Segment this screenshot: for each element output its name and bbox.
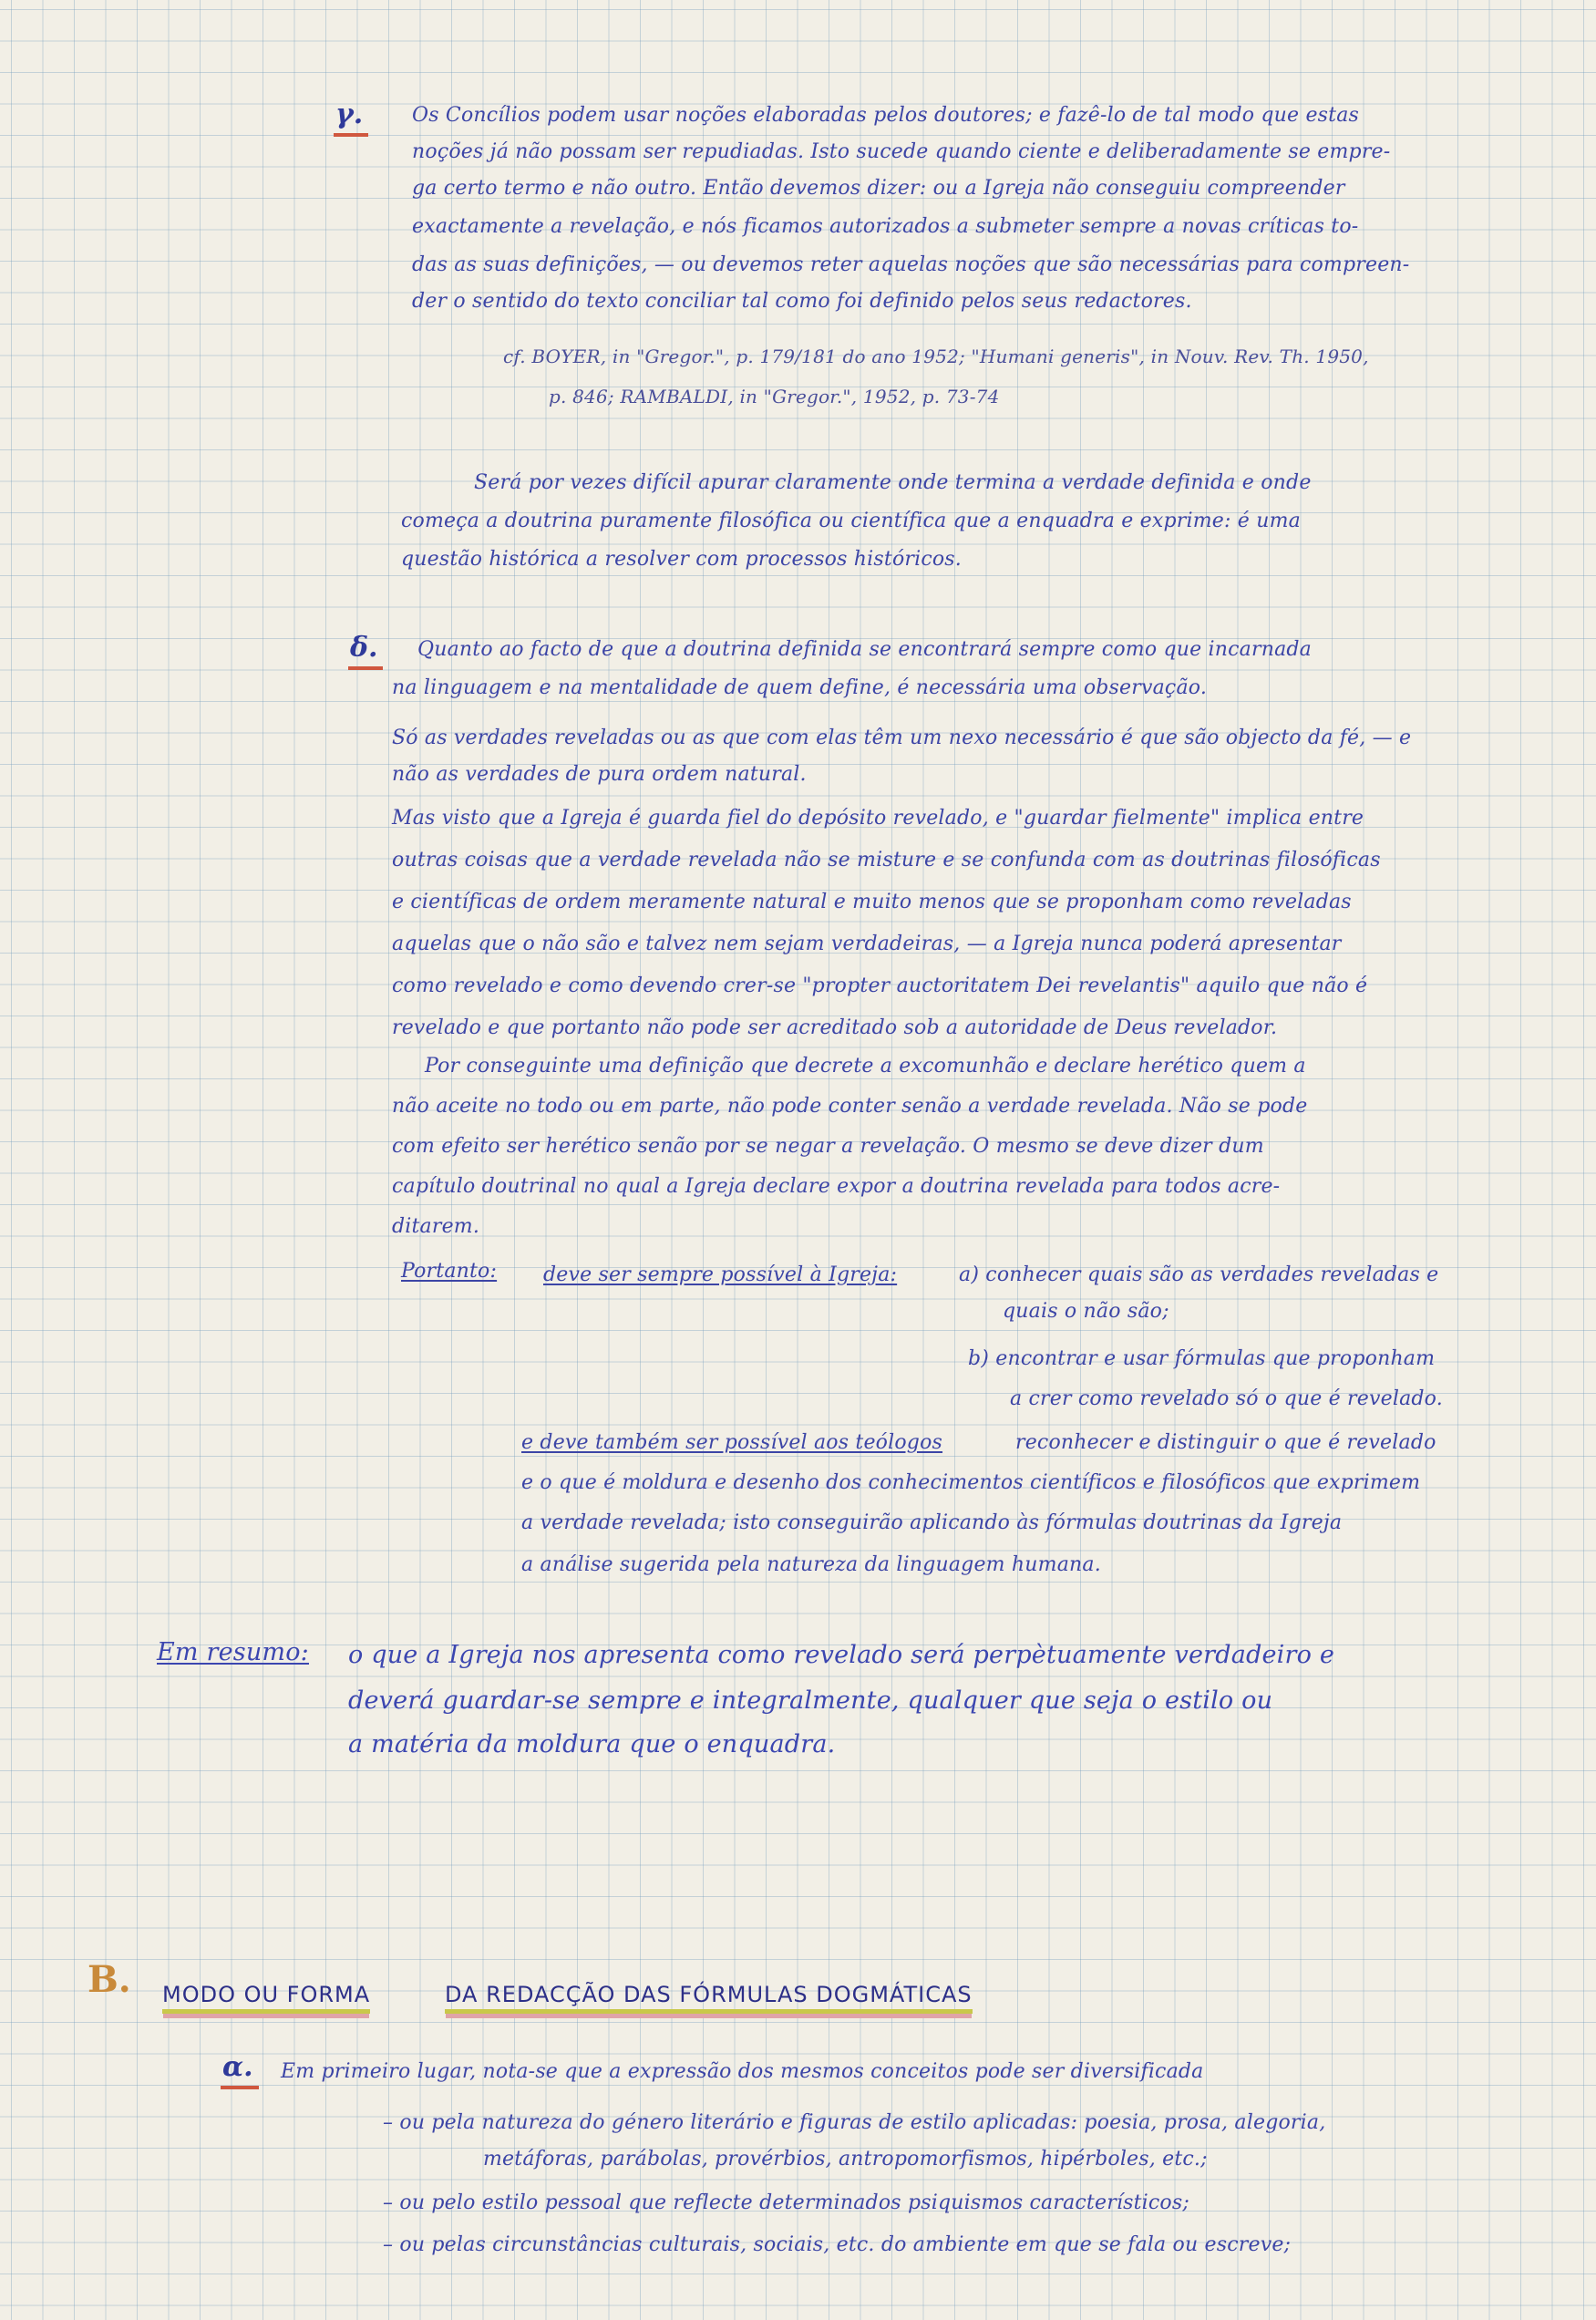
portanto-lead: deve ser sempre possível à Igreja: [543,1263,898,1286]
delta-line-6: outras coisas que a verdade revelada não se misture e se confunda com as doutrinas filosóficas [392,849,1381,871]
delta-line-8: aquelas que o não são e talvez nem sejam verdadeiras, — a Igreja nunca poderá apresentar [392,933,1342,955]
section-gamma-marker: γ. [334,98,368,137]
delta-line-13: com efeito ser herético senão por se negar a revelação. O mesmo se deve dizer dum [392,1135,1264,1158]
delta-line-10: revelado e que portanto não pode ser acreditado sob a autoridade de Deus revelador. [392,1016,1278,1039]
gamma-note-line-1: Será por vezes difícil apurar claramente onde termina a verdade definida e onde [474,471,1312,494]
delta-line-3: Só as verdades reveladas ou as que com elas têm um nexo necessário é que são objecto da fé, — e [392,727,1412,749]
gamma-line-2: noções já não possam ser repudiadas. Isto sucede quando ciente e deliberadamente se empre- [412,140,1391,163]
gamma-reference-2: p. 846; RAMBALDI, in "Gregor.", 1952, p. 73-74 [549,386,1000,407]
portanto-label: Portanto: [401,1260,498,1283]
delta-line-5: Mas visto que a Igreja é guarda fiel do depósito revelado, e "guardar fielmente" implica entre [392,807,1364,830]
delta-line-4: não as verdades de pura ordem natural. [392,763,807,786]
alpha-line-5: – ou pelas circunstâncias culturais, sociais, etc. do ambiente em que se fala ou escreve; [383,2233,1292,2256]
alpha-line-1: Em primeiro lugar, nota-se que a expressão dos mesmos conceitos pode ser diversificada [281,2060,1204,2083]
portanto-item-b-cont: a crer como revelado só o que é revelado. [1010,1387,1443,1410]
gamma-line-1: Os Concílios podem usar noções elaboradas pelos doutores; e fazê-lo de tal modo que estas [412,104,1359,127]
delta-line-15: ditarem. [392,1215,480,1238]
gamma-note-line-3: questão histórica a resolver com processos históricos. [401,548,962,571]
section-b-title-part1: MODO OU FORMA [162,1982,370,2014]
theologians-line-3: a verdade revelada; isto conseguirão aplicando às fórmulas doutrinas da Igreja [521,1511,1343,1534]
delta-line-2: na linguagem e na mentalidade de quem define, é necessária uma observação. [392,676,1208,699]
alpha-line-4: – ou pelo estilo pessoal que reflecte determinados psiquismos característicos; [383,2191,1189,2214]
theologians-lead: e deve também ser possível aos teólogos [521,1431,943,1454]
section-b-title-part2: DA REDACÇÃO DAS FÓRMULAS DOGMÁTICAS [445,1982,973,2014]
summary-label: Em resumo: [157,1638,309,1666]
summary-line-2: deverá guardar-se sempre e integralmente, qualquer que seja o estilo ou [348,1686,1273,1715]
delta-line-11: Por conseguinte uma definição que decrete a excomunhão e declare herético quem a [425,1055,1306,1078]
portanto-item-b: b) encontrar e usar fórmulas que proponham [968,1347,1436,1370]
theologians-line-1: reconhecer e distinguir o que é revelado [1015,1431,1436,1454]
gamma-note-line-2: começa a doutrina puramente filosófica ou científica que a enquadra e exprime: é uma [401,510,1301,532]
portanto-item-a: a) conhecer quais são as verdades reveladas e [959,1263,1439,1286]
gamma-line-3: ga certo termo e não outro. Então devemos dizer: ou a Igreja não conseguiu compreender [412,177,1345,200]
theologians-line-4: a análise sugerida pela natureza da linguagem humana. [521,1553,1101,1576]
section-alpha-marker: α. [221,2051,259,2089]
summary-line-1: o que a Igreja nos apresenta como revelado será perpètuamente verdadeiro e [348,1641,1335,1669]
theologians-line-2: e o que é moldura e desenho dos conhecimentos científicos e filosóficos que exprimem [521,1471,1421,1494]
section-delta-marker: δ. [348,632,383,670]
summary-line-3: a matéria da moldura que o enquadra. [348,1730,836,1758]
gamma-line-6: der o sentido do texto conciliar tal como foi definido pelos seus redactores. [412,290,1192,313]
alpha-line-2: – ou pela natureza do género literário e figuras de estilo aplicadas: poesia, prosa, alegoria, [383,2111,1326,2134]
alpha-line-3: metáforas, parábolas, provérbios, antropomorfismos, hipérboles, etc.; [483,2148,1208,2170]
gamma-line-5: das as suas definições, — ou devemos reter aquelas noções que são necessárias para compreen- [412,253,1410,276]
portanto-item-a-cont: quais o não são; [1003,1300,1169,1323]
section-b-letter: B. [88,1958,131,2001]
gamma-line-4: exactamente a revelação, e nós ficamos autorizados a submeter sempre a novas críticas to- [412,215,1359,238]
delta-line-1: Quanto ao facto de que a doutrina definida se encontrará sempre como que incarnada [417,638,1312,661]
delta-line-9: como revelado e como devendo crer-se "propter auctoritatem Dei revelantis" aquilo que não é [392,974,1368,997]
delta-line-14: capítulo doutrinal no qual a Igreja declare expor a doutrina revelada para todos acre- [392,1175,1281,1198]
gamma-reference-1: cf. BOYER, in "Gregor.", p. 179/181 do ano 1952; "Humani generis", in Nouv. Rev. Th. 1950, [503,345,1369,367]
delta-line-12: não aceite no todo ou em parte, não pode conter senão a verdade revelada. Não se pode [392,1095,1308,1118]
delta-line-7: e científicas de ordem meramente natural e muito menos que se proponham como reveladas [392,891,1352,913]
